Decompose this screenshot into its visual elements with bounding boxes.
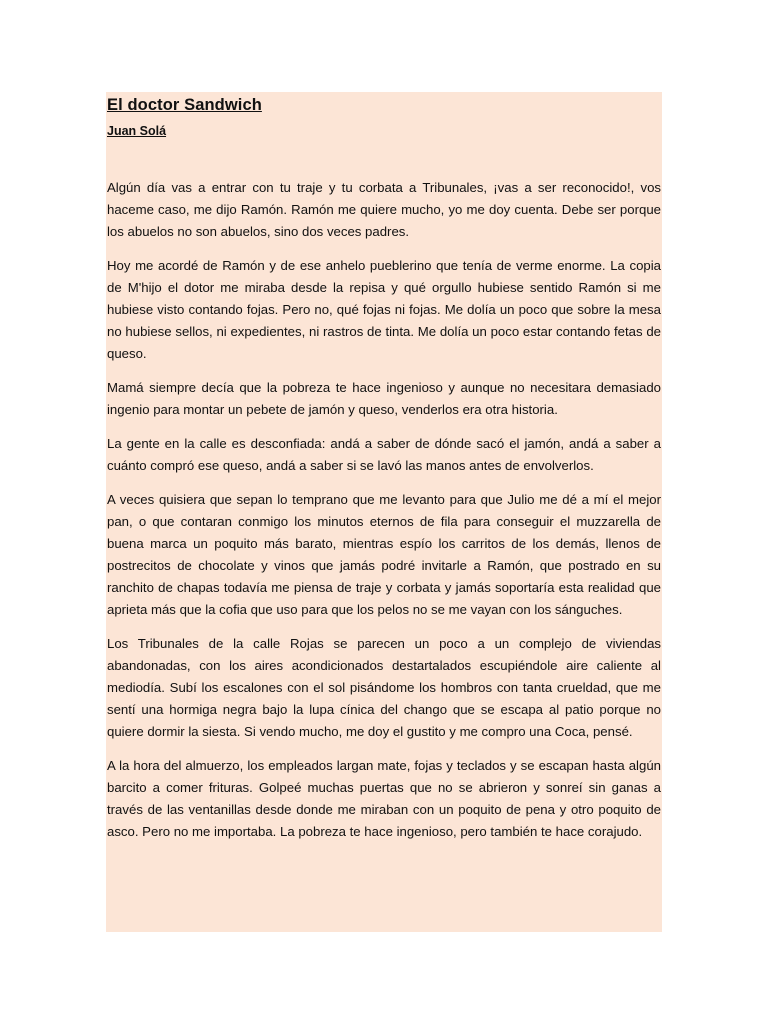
paragraph: A la hora del almuerzo, los empleados largan mate, fojas y teclados y se escapan hasta algún barcito a comer frituras. Golpeé muchas puertas que no se abrieron y sonreí sin ganas a través de las ventanillas desde donde me miraban con un poquito de pena y otro poquito de asco. Pero no me importaba. La pobreza te hace ingenioso, pero también te hace corajudo. bbox=[107, 758, 661, 839]
paragraph: La gente en la calle es desconfiada: andá a saber de dónde sacó el jamón, andá a saber a cuánto compró ese queso, andá a saber si se lavó las manos antes de envolverlos. bbox=[107, 436, 661, 473]
paragraph: Algún día vas a entrar con tu traje y tu corbata a Tribunales, ¡vas a ser reconocido!, vos haceme caso, me dijo Ramón. Ramón me quiere mucho, yo me doy cuenta. Debe ser porque los abuelos no son abuelos, sino dos veces padres. bbox=[107, 180, 661, 239]
paragraph: Hoy me acordé de Ramón y de ese anhelo pueblerino que tenía de verme enorme. La copia de M'hijo el dotor me miraba desde la repisa y qué orgullo hubiese sentido Ramón si me hubiese visto contando fojas. Pero no, qué fojas ni fojas. Me dolía un poco que sobre la mesa no hubiese sellos, ni expedientes, ni rastros de tinta. Me dolía un poco estar contando fetas de queso. bbox=[107, 258, 661, 361]
paragraph: A veces quisiera que sepan lo temprano que me levanto para que Julio me dé a mí el mejor pan, o que contaran conmigo los minutos eternos de fila para conseguir el muzzarella de buena marca un poquito más barato, mientras espío los carritos de los demás, llenos de postrecitos de chocolate y vinos que jamás podré invitarle a Ramón, que postrado en su ranchito de chapas todavía me piensa de traje y corbata y jamás soportaría esta realidad que aprieta más que la cofia que uso para que los pelos no se me vayan con los sánguches. bbox=[107, 492, 661, 617]
document-author: Juan Solá bbox=[107, 124, 167, 138]
document-text-block bbox=[106, 92, 662, 932]
paragraph: Los Tribunales de la calle Rojas se parecen un poco a un complejo de viviendas abandonadas, con los aires acondicionados destartalados escupiéndole aire caliente al mediodía. Subí los escalones con el sol pisándome los hombros con tanta crueldad, que me sentí una hormiga negra bajo la lupa cínica del chango que se escapa al patio porque no quiere dormir la siesta. Si vendo mucho, me doy el gustito y me compro una Coca, pensé. bbox=[107, 636, 661, 739]
document-body bbox=[107, 177, 661, 855]
paragraph: Mamá siempre decía que la pobreza te hace ingenioso y aunque no necesitara demasiado ingenio para montar un pebete de jamón y queso, venderlos era otra historia. bbox=[107, 380, 661, 417]
document-title: El doctor Sandwich bbox=[107, 96, 262, 114]
